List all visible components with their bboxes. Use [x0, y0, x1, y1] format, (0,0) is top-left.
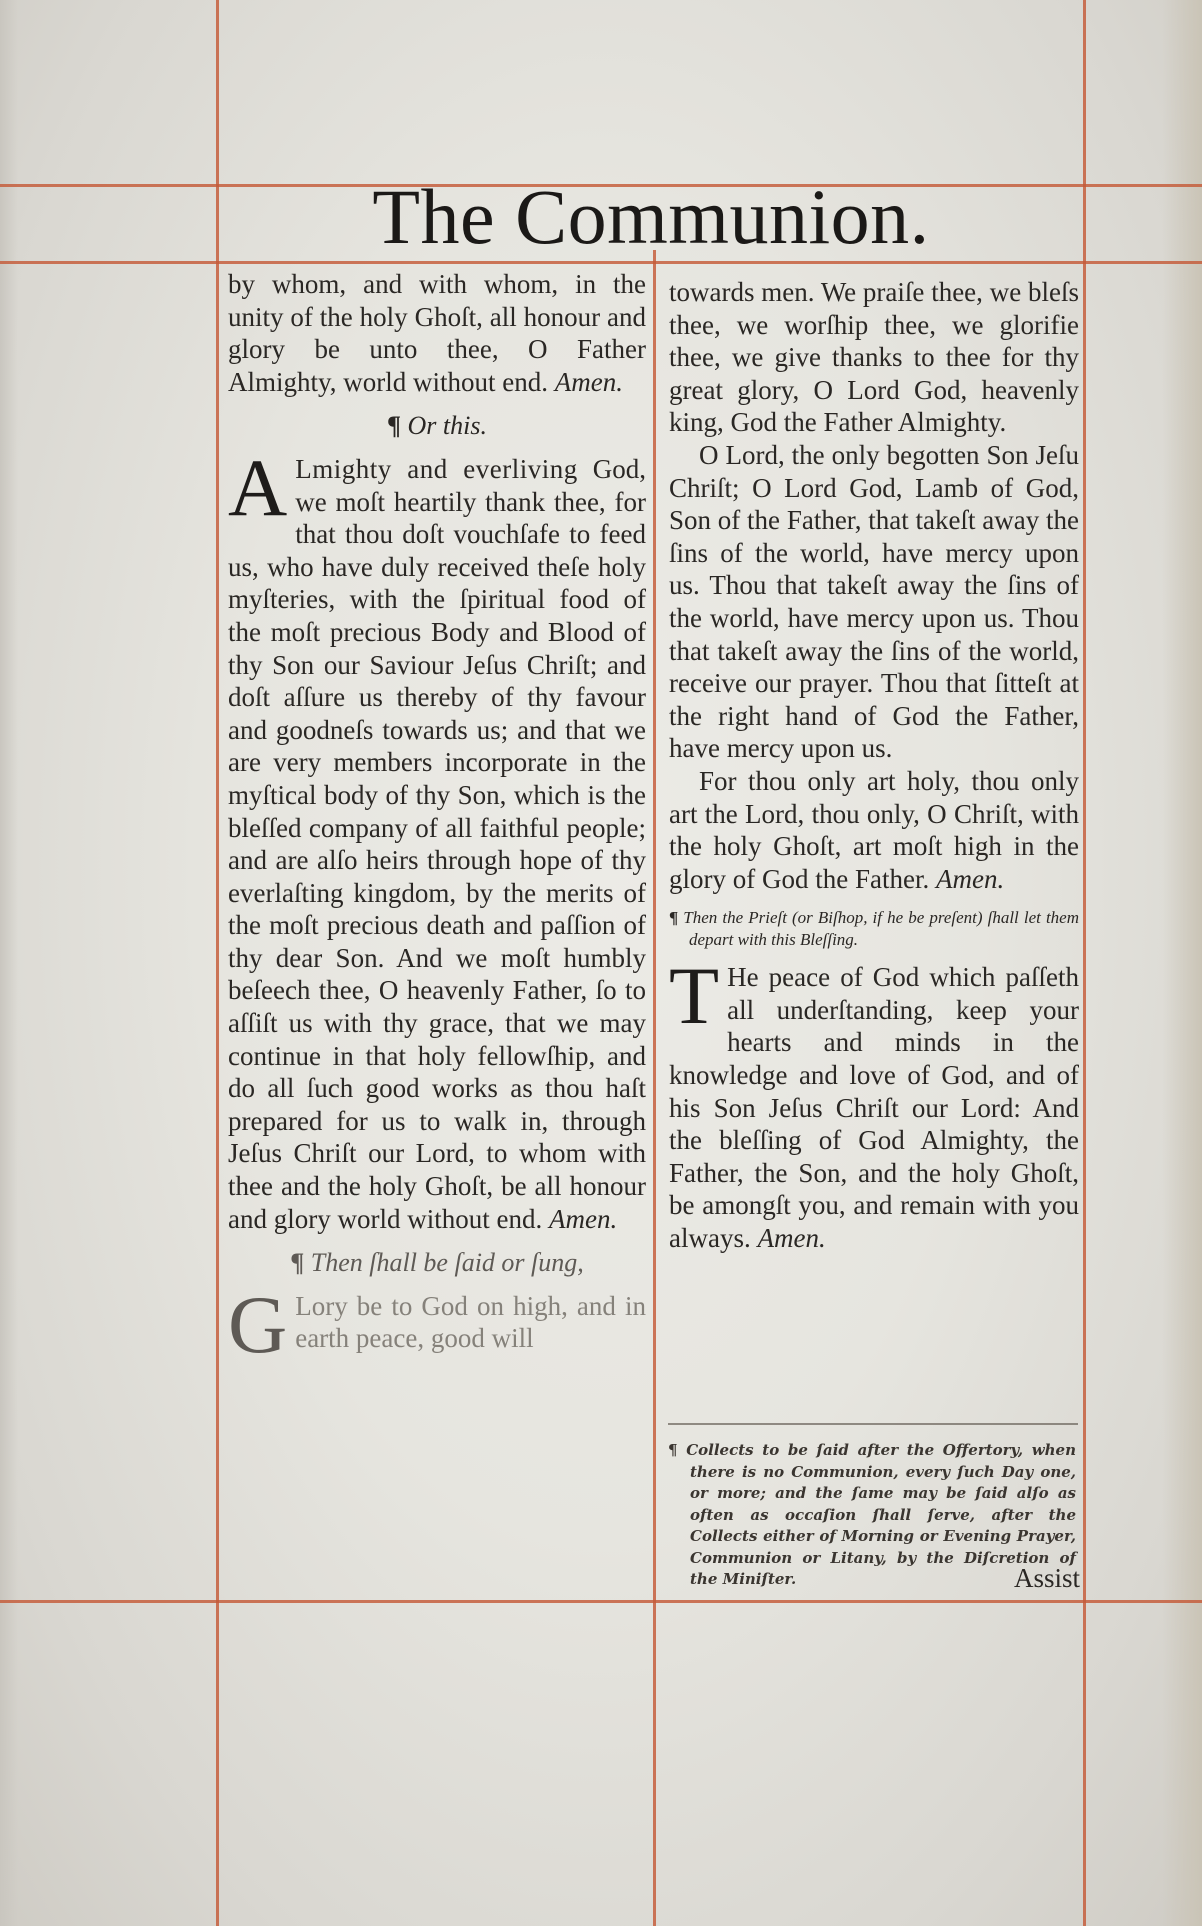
drop-cap-t: T: [669, 950, 720, 1042]
rubric-text: Or this.: [407, 411, 487, 441]
drop-cap-g: G: [228, 1278, 288, 1370]
red-rule-left-margin: [216, 0, 219, 1926]
pilcrow-icon: ¶: [668, 1441, 678, 1459]
red-rule-column-divider: [653, 250, 656, 1926]
rubric-said-or-sung: [228, 1247, 646, 1280]
amen-label: Amen.: [935, 863, 1005, 894]
blessing-lead-line: He peace of God which: [727, 962, 996, 993]
closing-doxology: [228, 268, 646, 398]
doxology-text: by whom, and with whom, in the unity of the holy Ghoſt, all honour and glory be unto thee, O Father Almighty, world without end.: [228, 269, 646, 397]
left-column: [228, 268, 647, 1370]
pilcrow-icon: ¶: [669, 908, 679, 928]
gloria-body: in earth peace, good will: [295, 1290, 647, 1354]
rubric-text: Collects to be ſaid after the Offertory, when there is no Communion, every ſuch Day one, or more; and the ſame may be ſaid alſo as often as occaſion ſhall ſerve, after the Collects either of Morning or Evening Prayer, Communion or Litany, by the Diſcretion of the Miniſter.: [686, 1441, 1076, 1588]
red-rule-right-margin: [1083, 0, 1086, 1926]
drop-cap-a: A: [228, 441, 288, 533]
gloria-opening: [228, 1278, 647, 1370]
page-title: The Communion.: [372, 173, 930, 260]
rubric-blessing: [669, 907, 1079, 951]
pilcrow-icon: ¶: [386, 411, 402, 441]
page-edge-shadow-left: [0, 0, 18, 1926]
red-rule-text-bottom: [0, 1600, 1202, 1603]
blessing: [669, 950, 1079, 1254]
rubric-text: Then the Prieſt (or Biſhop, if he be preſent) ſhall let them depart with this Bleſſing.: [683, 908, 1079, 950]
pilcrow-icon: ¶: [290, 1248, 305, 1278]
rubric-text: Then ſhall be ſaid or ſung,: [310, 1248, 584, 1278]
gloria-conclusion: [669, 765, 1079, 895]
gloria-conclusion-text: For thou only art holy, thou only art the Lord, thou only, O Chriſt, with the holy Ghoſt, art moſt high in the glory of God the Father.: [669, 765, 1079, 894]
right-column: [669, 276, 1079, 1255]
gloria-continuation: towards men. We praiſe thee, we bleſs thee, we worſhip thee, we glorifie thee, we give thanks to thee for thy great glory, O Lord God, heavenly king, God the Father Almighty.: [669, 277, 1079, 438]
gloria-lead-line: Lory be to God on high, and: [295, 1290, 616, 1321]
amen-label: Amen.: [554, 366, 623, 397]
thanksgiving-prayer: [228, 441, 646, 1235]
page-edge-shadow-right: [1162, 0, 1202, 1926]
prayer-body: God, we moſt heartily thank thee, for that thou doſt vouchſafe to feed us, who have duly received theſe holy myſteries, with the ſpiritual food of the moſt precious Body and Blood of thy Son our Saviour Jeſus Chriſt; and doſt aſſure us thereby of thy favour and goodneſs towards us; and that we are very members incorporate in the myſtical body of thy Son, which is the bleſſed company of all faithful people; and are alſo heirs through hope of thy everlaſting kingdom, by the merits of the moſt precious death and paſſion of thy dear Son. And we moſt humbly beſeech thee, O heavenly Father, ſo to aſſiſt us with thy grace, that we may continue in that holy fellowſhip, and do all ſuch good works as thou haſt prepared for us to walk in, through Jeſus Chriſt our Lord, to whom with thee and the holy Ghoſt, be all honour and glory world without end.: [228, 453, 646, 1234]
amen-label: Amen.: [548, 1203, 618, 1234]
section-divider-rule: [668, 1423, 1078, 1425]
prayer-lead-line: Lmighty and everliving: [295, 453, 578, 484]
gloria-agnus: O Lord, the only begotten Son Jeſu Chriſt; O Lord God, Lamb of God, Son of the Father, that takeſt away the ſins of the world, have mercy upon us. Thou that takeſt away the ſins of the world, have mercy upon us. Thou that takeſt away the ſins of the world, receive our prayer. Thou that ſitteſt at the right hand of God the Father, have mercy upon us.: [669, 439, 1079, 764]
amen-label: Amen.: [757, 1223, 826, 1254]
blessing-body: paſſeth all underſtanding, keep your hearts and minds in the knowledge and love of God, and of his Son Jeſus Chriſt our Lord: And the bleſſing of God Almighty, the Father, the Son, and the holy Ghoſt, be amongſt you, and remain with you always.: [669, 962, 1079, 1254]
catchword: Assist: [1013, 1563, 1080, 1593]
rubric-or-this: [228, 410, 646, 443]
